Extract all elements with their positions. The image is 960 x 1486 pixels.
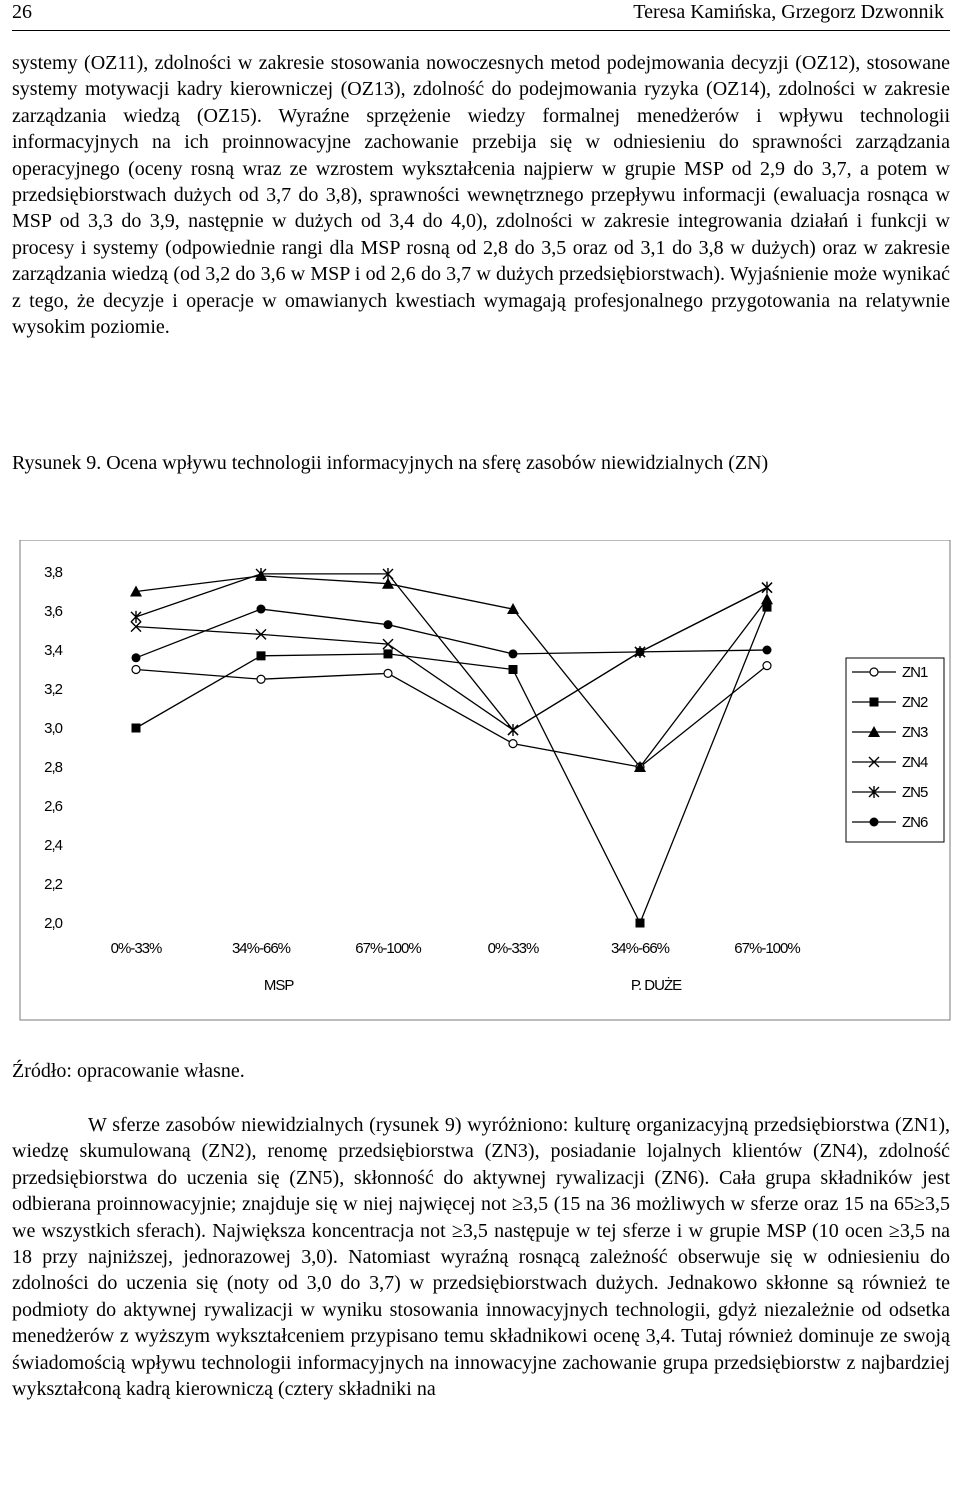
data-point-marker bbox=[761, 593, 773, 604]
x-tick-label: 67%-100% bbox=[355, 940, 421, 957]
x-axis-groups bbox=[264, 976, 682, 994]
data-point-marker bbox=[384, 649, 393, 658]
body-paragraph-1: systemy (OZ11), zdolności w zakresie stosowania nowoczesnych metod podejmowania decyzji (OZ12), stosowane systemy motywacji kadry kierowniczej (OZ13), zdolność do podejmowania ryzyka (OZ14), zdolności w zakresie zarządzania wiedzą (OZ15). Wyraźne sprzężenie wiedzy formalnej menedżerów i wpływu technologii informacyjnych na ich proinnowacyjne zachowanie przebija się w odniesieniu do sprawności zarządzania operacyjnego (oceny rosną wraz ze wzrostem wykształcenia najpierw w grupie MSP od 2,9 do 3,7, a potem w przedsiębiorstwach dużych od 3,7 do 3,8), sprawności wewnętrznego przepływu informacji (ewaluacja rosnąca w MSP od 3,3 do 3,9, następnie w dużych od 3,4 do 4,0), zdolności w zakresie integrowania działań i funkcji w procesy i systemy (odpowiednie rangi dla MSP rosną od 2,8 do 3,5 oraz od 3,1 do 3,8 w dużych) oraz w zakresie zarządzania wiedzą (od 3,2 do 3,6 w MSP i od 2,6 do 3,7 w dużych przedsiębiorstwach). Wyjaśnienie może wynikać z tego, że decyzje i operacje w omawianych kwestiach wymagają profesjonalnego przygotowania na relatywnie wysokim poziomie. bbox=[12, 52, 950, 339]
data-point-marker bbox=[509, 649, 518, 658]
legend-label: ZN4 bbox=[902, 754, 928, 771]
data-point-marker bbox=[763, 662, 771, 670]
y-tick-label: 2,8 bbox=[44, 759, 62, 776]
data-point-marker bbox=[257, 675, 265, 683]
legend-label: ZN1 bbox=[902, 664, 928, 681]
y-tick-label: 2,2 bbox=[44, 876, 62, 893]
data-point-marker bbox=[636, 647, 645, 656]
data-point-marker bbox=[636, 919, 645, 928]
x-tick-label: 34%-66% bbox=[231, 940, 291, 957]
legend-box bbox=[846, 658, 944, 842]
body-paragraph-2: W sferze zasobów niewidzialnych (rysunek 9) wyróżniono: kulturę organizacyjną przedsiębiorstwa (ZN1), wiedzę skumulowaną (ZN2), renomę przedsiębiorstwa (ZN3), posiadanie lojalnych klientów (ZN4), zdolność przedsiębiorstwa do uczenia się (ZN5), skłonność do aktywnej rywalizacji (ZN6). Cała grupa składników jest odbierana proinnowacyjnie; znajduje się w niej najwięcej not ≥3,5 (15 na 36 możliwych w sferze oraz 15 na 65≥3,5 we wszystkich sferach). Największa koncentracja not ≥3,5 następuje w tej sferze i w grupie MSP (10 ocen ≥3,5 na 18 przy najniższej, jednorazowej 3,0). Natomiast wyraźną rosnącą zależność obserwuje się w odniesieniu do zdolności do uczenia się (noty od 3,0 do 3,7) w przedsiębiorstwach dużych. Jednakowo skłonne są również te podmioty do aktywnej rywalizacji w wyniku stosowania innowacyjnych technologii, gdyż niezależnie od odsetka menedżerów z wyższym wykształceniem przypisano temu składnikowi ocenę 3,4. Tutaj również dominuje ze swoją świadomością wpływu technologii informacyjnych na innowacyjne zachowanie grupa przedsiębiorstw z najbardziej wykształconą kadrą kierowniczą (cztery składniki na bbox=[12, 1114, 950, 1401]
series-line bbox=[136, 607, 767, 923]
y-axis-ticks bbox=[44, 564, 63, 932]
x-tick-label: 0%-33% bbox=[487, 940, 539, 957]
page-header bbox=[12, 0, 948, 26]
x-tick-label: 67%-100% bbox=[734, 940, 800, 957]
y-tick-label: 2,4 bbox=[44, 837, 62, 854]
legend-label: ZN5 bbox=[902, 784, 928, 801]
y-tick-label: 3,0 bbox=[44, 720, 62, 737]
y-tick-label: 2,6 bbox=[44, 798, 62, 815]
data-point-marker bbox=[131, 611, 141, 623]
y-tick-label: 3,8 bbox=[44, 564, 62, 581]
x-tick-label: 0%-33% bbox=[110, 940, 162, 957]
y-tick-label: 3,6 bbox=[44, 603, 62, 620]
y-tick-label: 3,2 bbox=[44, 681, 62, 698]
y-tick-label: 2,0 bbox=[44, 915, 62, 932]
header-rule bbox=[12, 30, 950, 31]
data-point-marker bbox=[384, 669, 392, 677]
x-tick-label: 34%-66% bbox=[610, 940, 670, 957]
data-point-marker bbox=[762, 582, 772, 594]
data-point-marker bbox=[870, 698, 879, 707]
x-group-label: P. DUŻE bbox=[630, 977, 682, 994]
source-note: Źródło: opracowanie własne. bbox=[12, 1060, 245, 1082]
x-group-label: MSP bbox=[263, 977, 294, 994]
series-line bbox=[136, 666, 767, 767]
data-point-marker bbox=[257, 605, 266, 614]
data-point-marker bbox=[870, 668, 878, 676]
data-point-marker bbox=[870, 818, 879, 827]
y-tick-label: 3,4 bbox=[44, 642, 62, 659]
legend-label: ZN3 bbox=[902, 724, 928, 741]
data-point-marker bbox=[257, 651, 266, 660]
data-point-marker bbox=[509, 665, 518, 674]
data-point-marker bbox=[132, 666, 140, 674]
series-line bbox=[136, 609, 767, 658]
data-point-marker bbox=[384, 620, 393, 629]
legend-label: ZN2 bbox=[902, 694, 928, 711]
data-point-marker bbox=[509, 740, 517, 748]
legend-label: ZN6 bbox=[902, 814, 928, 831]
data-point-marker bbox=[508, 724, 518, 736]
running-head: Teresa Kamińska, Grzegorz Dzwonnik bbox=[633, 1, 944, 23]
x-axis-ticks bbox=[111, 940, 801, 957]
figure-caption: Rysunek 9. Ocena wpływu technologii informacyjnych na sferę zasobów niewidzialnych (ZN) bbox=[12, 452, 769, 474]
data-point-marker bbox=[763, 646, 772, 655]
series-lines bbox=[136, 574, 767, 923]
series-line bbox=[136, 576, 767, 767]
data-point-marker bbox=[132, 653, 141, 662]
page-number: 26 bbox=[12, 1, 32, 23]
figure-chart bbox=[0, 540, 960, 1030]
data-point-marker bbox=[132, 724, 141, 733]
